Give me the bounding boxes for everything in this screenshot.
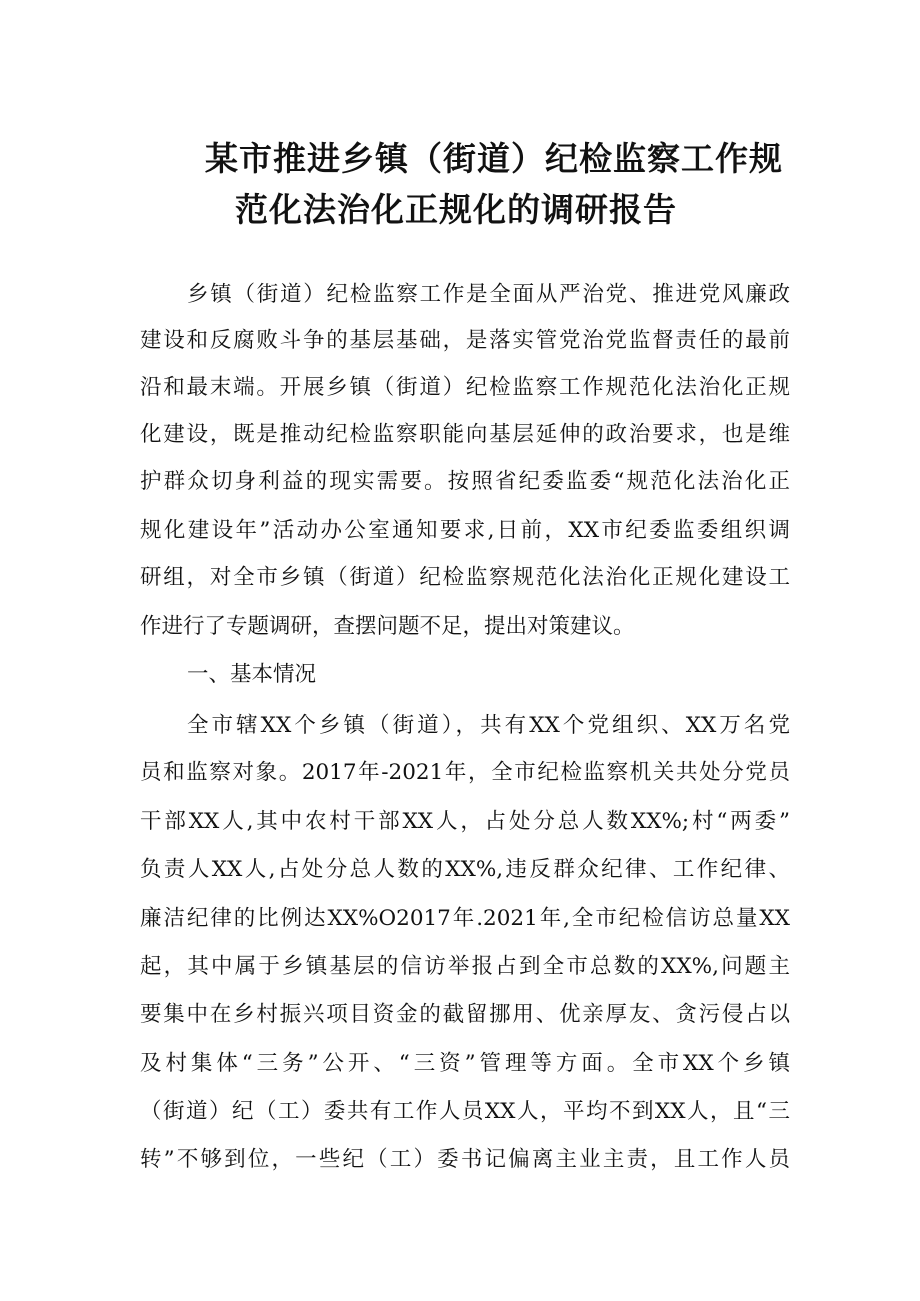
- intro-line-6: 规化建设年”活动办公室通知要求,日前，XX市纪委监委组织调: [140, 518, 790, 543]
- intro-line-1: 乡镇（街道）纪检监察工作是全面从严治党、推进党风廉政: [187, 282, 790, 307]
- section-1-line-3: 干部XX人,其中农村干部XX人，占处分总人数XX%;村“两委”: [140, 809, 790, 834]
- section-1-line-2: 员和监察对象。2017年-2021年，全市纪检监察机关共处分党员: [140, 760, 790, 785]
- intro-line-7: 研组，对全市乡镇（街道）纪检监察规范化法治化正规化建设工: [140, 565, 790, 590]
- document-title-line-2: 范化法治化正规化的调研报告: [235, 190, 677, 229]
- document-title-line-1: 某市推进乡镇（街道）纪检监察工作规: [205, 139, 783, 178]
- section-1-line-6: 起，其中属于乡镇基层的信访举报占到全市总数的XX%,问题主: [140, 954, 790, 979]
- intro-line-2: 建设和反腐败斗争的基层基础，是落实管党治党监督责任的最前: [140, 328, 790, 353]
- section-1-line-1: 全市辖XX个乡镇（街道），共有XX个党组织、XX万名党: [187, 713, 790, 738]
- section-1-heading: 一、基本情况: [187, 662, 317, 687]
- section-1-line-8: 及村集体“三务”公开、“三资”管理等方面。全市XX个乡镇: [140, 1051, 790, 1076]
- section-1-line-7: 要集中在乡村振兴项目资金的截留挪用、优亲厚友、贪污侵占以: [140, 1002, 790, 1027]
- section-1-line-5: 廉洁纪律的比例达XX%O2017年.2021年,全市纪检信访总量XX: [140, 906, 790, 931]
- intro-line-8: 作进行了专题调研，查摆问题不足，提出对策建议。: [140, 614, 635, 639]
- section-1-line-10: 转”不够到位，一些纪（工）委书记偏离主业主责，且工作人员: [140, 1147, 790, 1172]
- intro-line-4: 化建设，既是推动纪检监察职能向基层延伸的政治要求，也是维: [140, 422, 790, 447]
- intro-line-5: 护群众切身利益的现实需要。按照省纪委监委“规范化法治化正: [140, 469, 790, 494]
- section-1-line-4: 负责人XX人,占处分总人数的XX%,违反群众纪律、工作纪律、: [140, 857, 790, 882]
- section-1-line-9: （街道）纪（工）委共有工作人员XX人，平均不到XX人，且“三: [140, 1099, 790, 1124]
- intro-line-3: 沿和最末端。开展乡镇（街道）纪检监察工作规范化法治化正规: [140, 375, 790, 400]
